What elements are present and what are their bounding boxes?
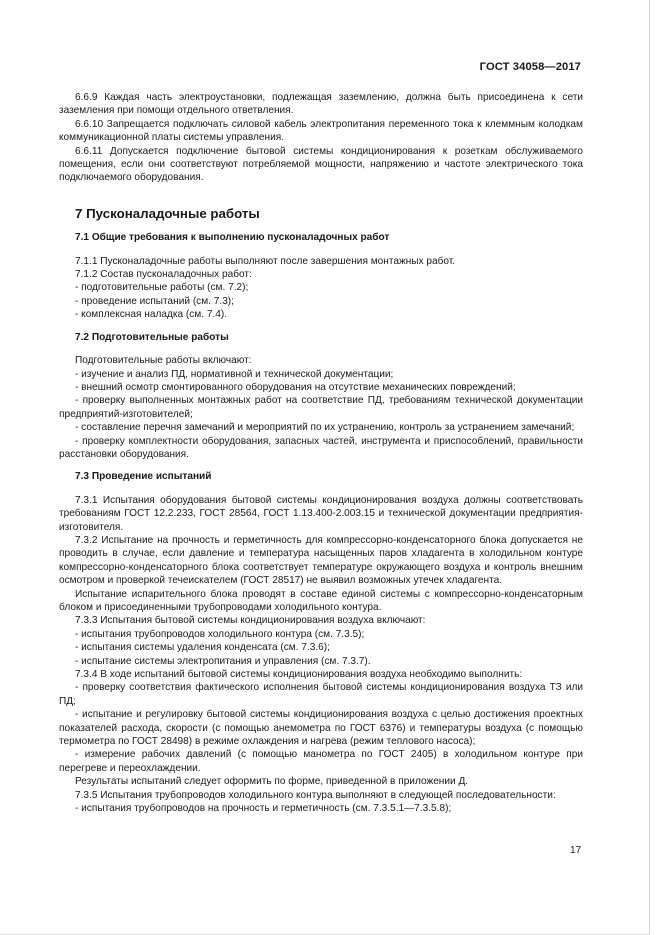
list-item: - внешний осмотр смонтированного оборудования на отсутствие механических повреждений; — [75, 381, 516, 393]
list-item: - испытание системы электропитания и управления (см. 7.3.7). — [75, 655, 371, 667]
list-item: - испытания трубопроводов холодильного контура (см. 7.3.5); — [75, 628, 365, 640]
paragraph: 7.3.2 Испытание на прочность и герметичность для компрессорно-конденсаторного блока допускается не проводить в случае, если давление и температура насыщенных паров хладагента в холодильном контуре компрессорно-конденсаторного блока соответствует температуре окружающего воздуха и контроль внешним осмотром и проверкой течеискателем (ГОСТ 28517) не выявил возможных утечек хладагента. — [59, 534, 583, 587]
standard-header: ГОСТ 34058—2017 — [479, 61, 581, 73]
paragraph: Подготовительные работы включают: — [75, 355, 252, 367]
list-item: - проверку соответствия фактического исполнения бытовой системы кондиционирования воздуха ТЗ или ПД; — [59, 682, 583, 707]
list-item: - проведение испытаний (см. 7.3); — [75, 295, 234, 307]
paragraph: Испытание испарительного блока проводят в составе единой системы с компрессорно-конденсаторным блоком и присоединенными трубопроводами холодильного контура. — [59, 588, 583, 613]
list-item: - комплексная наладка (см. 7.4). — [75, 309, 228, 321]
section-heading: 7 Пусконаладочные работы — [75, 205, 260, 221]
list-item: - измерение рабочих давлений (с помощью манометра по ГОСТ 2405) в холодильном контуре при перегреве и переохлаждении. — [59, 749, 583, 774]
list-item: - подготовительные работы (см. 7.2); — [75, 282, 249, 294]
subsection-heading: 7.2 Подготовительные работы — [75, 331, 229, 343]
paragraph: 7.3.1 Испытания оборудования бытовой системы кондиционирования воздуха должны соответствовать требованиям ГОСТ 12.2.233, ГОСТ 28564, ГОСТ 1.13.400-2.003.15 и технической документации предприятия-изготовителя. — [59, 494, 583, 533]
list-item: - проверку комплектности оборудования, запасных частей, инструмента и приспособлений, правильности расстановки оборудования. — [59, 435, 583, 460]
list-item: - составление перечня замечаний и мероприятий по их устранению, контроль за устранением замечаний; — [75, 422, 575, 434]
list-item: - проверку выполненных монтажных работ на соответствие ПД, требованиям технической документации предприятий-изготовителей; — [59, 395, 583, 420]
paragraph: 7.3.4 В ходе испытаний бытовой системы кондиционирования воздуха необходимо выполнить: — [75, 669, 523, 681]
list-item: - изучение и анализ ПД, нормативной и технической документации; — [75, 368, 394, 380]
paragraph: 6.6.10 Запрещается подключать силовой кабель электропитания переменного тока к клеммным колодкам коммуникационной платы системы управления. — [59, 118, 583, 144]
paragraph: 7.1.2 Состав пусконаладочных работ: — [75, 269, 252, 281]
paragraph: 6.6.9 Каждая часть электроустановки, подлежащая заземлению, должна быть присоединена к сети заземления при помощи отдельного ответвления. — [59, 92, 583, 117]
subsection-heading: 7.1 Общие требования к выполнению пусконаладочных работ — [75, 232, 390, 244]
paragraph: 7.3.3 Испытания бытовой системы кондиционирования воздуха включают: — [75, 615, 426, 627]
list-item: - испытание и регулировку бытовой системы кондиционирования воздуха с целью достижения проектных показателей расхода, скорости (с помощью анемометра по ГОСТ 6376) и температуры воздуха (с помощью термометра по ГОСТ 28498) в режиме охлаждения и нагрева (режим теплового насоса); — [59, 709, 583, 748]
document-body — [59, 91, 583, 816]
subsection-heading: 7.3 Проведение испытаний — [75, 471, 212, 483]
paragraph: 7.1.1 Пусконаладочные работы выполняют после завершения монтажных работ. — [75, 255, 456, 267]
paragraph: 7.3.5 Испытания трубопроводов холодильного контура выполняют в следующей последовательности: — [75, 789, 556, 801]
list-item: - испытания системы удаления конденсата (см. 7.3.6); — [75, 642, 330, 654]
paragraph: 6.6.11 Допускается подключение бытовой системы кондиционирования к розеткам обслуживаемого помещения, если они соответствуют потребляемой мощности, напряжению и частоте электрического тока подключаемого оборудования. — [59, 145, 583, 184]
list-item: - испытания трубопроводов на прочность и герметичность (см. 7.3.5.1—7.3.5.8); — [75, 803, 452, 815]
paragraph: Результаты испытаний следует оформить по форме, приведенной в приложении Д. — [75, 776, 469, 788]
page-number: 17 — [570, 845, 582, 856]
